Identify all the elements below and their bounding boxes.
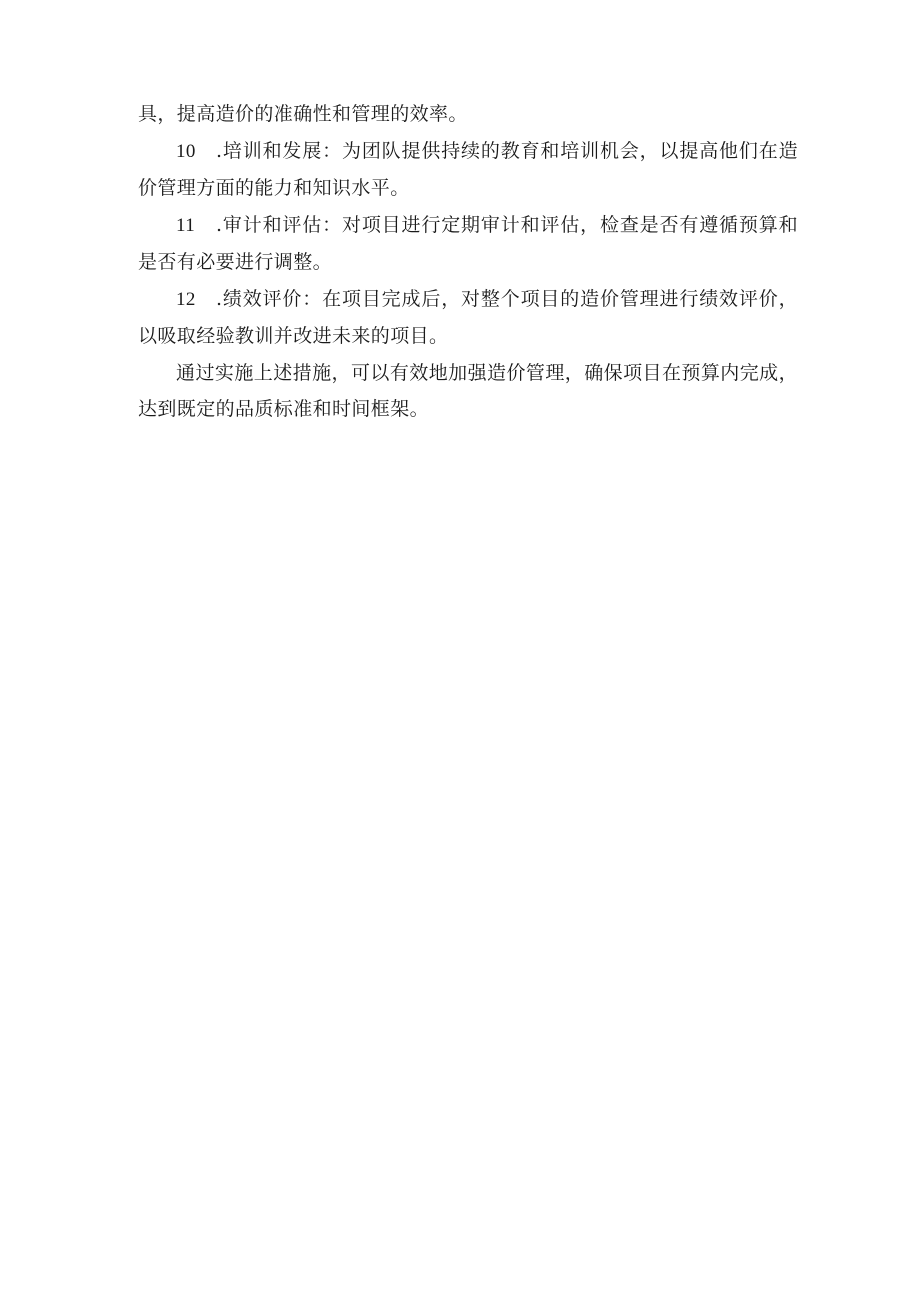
paragraph-item-10 xyxy=(138,133,798,207)
paragraph-continuation xyxy=(138,96,798,133)
item-number: 11 xyxy=(176,214,196,236)
item-number: 10 xyxy=(176,140,196,162)
item-number: 12 xyxy=(176,288,196,310)
paragraph-text: 具，提高造价的准确性和管理的效率。 xyxy=(138,103,468,125)
paragraph-text: .绩效评价：在项目完成后，对整个项目的造价管理进行绩效评价，以吸取经验教训并改进未来的项目。 xyxy=(138,287,798,347)
paragraph-text: .培训和发展：为团队提供持续的教育和培训机会，以提高他们在造价管理方面的能力和知识水平。 xyxy=(138,139,798,199)
document-body xyxy=(138,96,798,428)
paragraph-text: 通过实施上述措施，可以有效地加强造价管理，确保项目在预算内完成，达到既定的品质标准和时间框架。 xyxy=(138,361,798,420)
paragraph-text: .审计和评估：对项目进行定期审计和评估，检查是否有遵循预算和是否有必要进行调整。 xyxy=(138,213,798,273)
paragraph-conclusion xyxy=(138,355,798,428)
paragraph-item-12 xyxy=(138,281,798,355)
paragraph-item-11 xyxy=(138,207,798,281)
